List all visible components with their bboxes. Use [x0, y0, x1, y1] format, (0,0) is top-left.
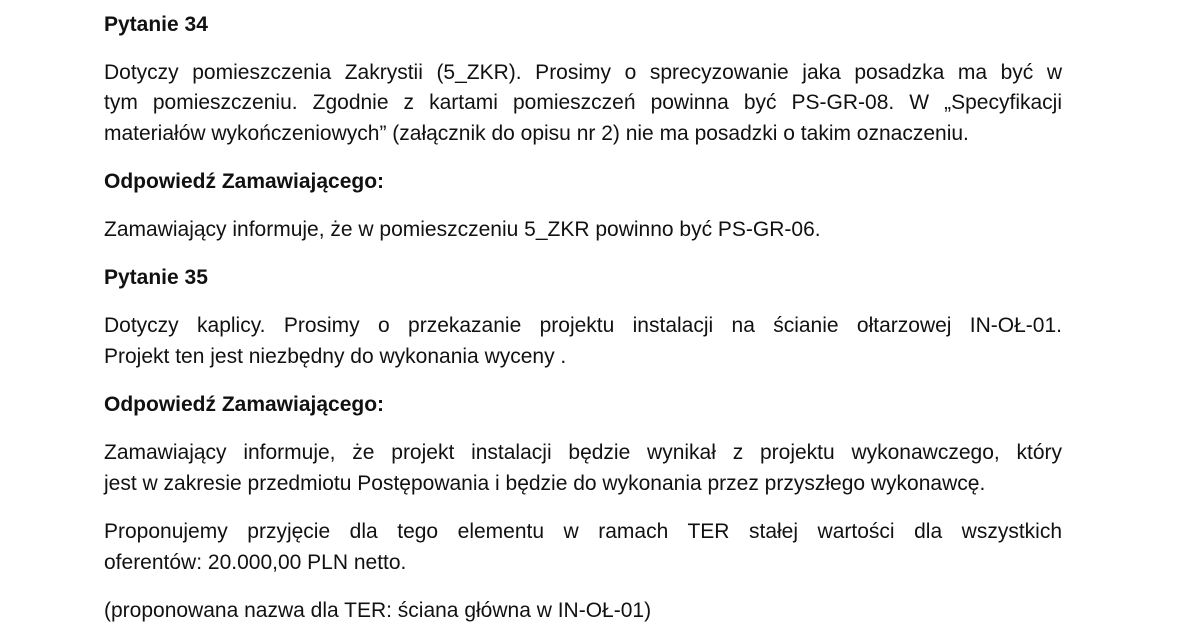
- answer-35-text-line-5: (proponowana nazwa dla TER: ściana główna w IN-OŁ-01): [104, 599, 652, 622]
- question-34-text-line-3: materiałów wykończeniowych” (załącznik do opisu nr 2) nie ma posadzki o takim oznaczeniu.: [104, 122, 969, 145]
- question-34-text-line-1: Dotyczy pomieszczenia Zakrystii (5_ZKR). Prosimy o sprecyzowanie jaka posadzka ma być w: [104, 61, 1062, 84]
- answer-35-text-line-2: jest w zakresie przedmiotu Postępowania i będzie do wykonania przez przyszłego wykonawcę.: [104, 472, 986, 495]
- question-35-text-line-1: Dotyczy kaplicy. Prosimy o przekazanie projektu instalacji na ścianie ołtarzowej IN-OŁ-01.: [104, 314, 1062, 337]
- answer-35-text-line-1: Zamawiający informuje, że projekt instalacji będzie wynikał z projektu wykonawczego, który: [104, 441, 1062, 464]
- answer-35-heading: Odpowiedź Zamawiającego:: [104, 393, 385, 416]
- answer-35-text-line-4: oferentów: 20.000,00 PLN netto.: [104, 551, 407, 574]
- question-35-text-line-2: Projekt ten jest niezbędny do wykonania wyceny .: [104, 345, 567, 368]
- question-34-heading: Pytanie 34: [104, 13, 208, 36]
- answer-35-text-line-3: Proponujemy przyjęcie dla tego elementu w ramach TER stałej wartości dla wszystkich: [104, 520, 1062, 543]
- answer-34-text-line-1: Zamawiający informuje, że w pomieszczeniu 5_ZKR powinno być PS-GR-06.: [104, 218, 821, 241]
- answer-34-heading: Odpowiedź Zamawiającego:: [104, 170, 385, 193]
- question-35-heading: Pytanie 35: [104, 266, 208, 289]
- question-34-text-line-2: tym pomieszczeniu. Zgodnie z kartami pomieszczeń powinna być PS-GR-08. W „Specyfikacji: [104, 91, 1062, 114]
